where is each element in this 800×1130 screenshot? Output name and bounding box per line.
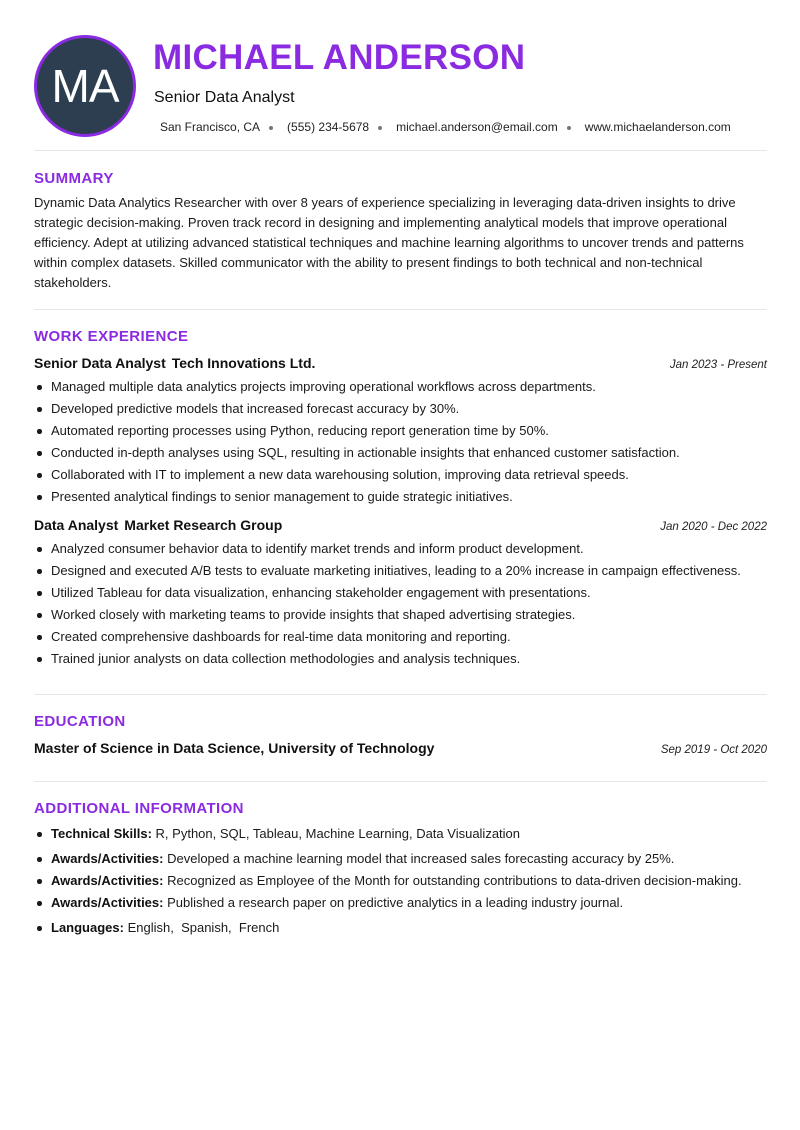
job-entry <box>34 355 767 508</box>
list-item: Trained junior analysts on data collection methodologies and analysis techniques. <box>34 648 767 670</box>
job-role: Data Analyst <box>34 517 119 533</box>
job-bullets <box>34 376 767 508</box>
avatar <box>34 35 136 137</box>
job-entry <box>34 517 767 670</box>
job-bullets <box>34 538 767 670</box>
item-text: English, Spanish, French <box>127 920 280 935</box>
section-heading-education: EDUCATION <box>34 713 126 730</box>
education-entry <box>34 740 767 756</box>
list-item <box>34 823 767 845</box>
list-item: Collaborated with IT to implement a new data warehousing solution, improving data retrieval speeds. <box>34 464 767 486</box>
list-item: Designed and executed A/B tests to evaluate marketing initiatives, leading to a 20% increase in campaign effectiveness. <box>34 560 767 582</box>
bullet-separator-icon <box>269 126 273 130</box>
list-item: Created comprehensive dashboards for real-time data monitoring and reporting. <box>34 626 767 648</box>
bullet-separator-icon <box>378 126 382 130</box>
list-item: Utilized Tableau for data visualization, enhancing stakeholder engagement with presentations. <box>34 582 767 604</box>
job-header <box>34 517 767 533</box>
additional-info-section <box>34 782 767 939</box>
item-text: Published a research paper on predictive analytics in a leading industry journal. <box>167 895 624 910</box>
list-item <box>34 848 767 870</box>
contact-location: San Francisco, CA <box>160 120 261 134</box>
summary-text: Dynamic Data Analytics Researcher with over 8 years of experience specializing in leveraging data-driven insights to drive strategic decision-making. Proven track record in designing and implementing analytical models that improve operational efficiency. Adept at utilizing advanced statistical techniques and machine learning algorithms to uncover trends and patterns within complex datasets. Skilled communicator with the ability to present findings to both technical and non-technical stakeholders. <box>34 195 744 290</box>
section-heading-summary: SUMMARY <box>34 170 114 187</box>
job-dates: Jan 2020 - Dec 2022 <box>660 521 767 533</box>
education-dates: Sep 2019 - Oct 2020 <box>660 744 767 756</box>
job-role: Senior Data Analyst <box>34 355 166 371</box>
item-text: Developed a machine learning model that increased sales forecasting accuracy by 25%. <box>167 851 675 866</box>
item-label: Awards/Activities: <box>51 873 164 888</box>
contact-website[interactable]: www.michaelanderson.com <box>584 120 731 134</box>
candidate-name: MICHAEL ANDERSON <box>153 38 526 77</box>
job-company: Tech Innovations Ltd. <box>171 355 316 371</box>
job-title-line <box>34 355 315 371</box>
list-item: Presented analytical findings to senior management to guide strategic initiatives. <box>34 486 767 508</box>
bullet-separator-icon <box>567 126 571 130</box>
item-label: Technical Skills: <box>51 826 152 841</box>
job-company: Market Research Group <box>124 517 283 533</box>
avatar-initials: MA <box>51 60 119 112</box>
resume-page <box>34 0 767 939</box>
candidate-title: Senior Data Analyst <box>154 89 295 106</box>
list-item: Developed predictive models that increased forecast accuracy by 30%. <box>34 398 767 420</box>
list-item: Automated reporting processes using Python, reducing report generation time by 50%. <box>34 420 767 442</box>
item-label: Languages: <box>51 920 124 935</box>
contact-line <box>160 120 731 134</box>
list-item <box>34 917 767 939</box>
section-heading-experience: WORK EXPERIENCE <box>34 328 189 345</box>
item-text: Recognized as Employee of the Month for outstanding contributions to data-driven decision-making. <box>167 873 742 888</box>
item-label: Awards/Activities: <box>51 895 164 910</box>
work-experience-section <box>34 310 767 695</box>
list-item: Managed multiple data analytics projects improving operational workflows across departments. <box>34 376 767 398</box>
list-item: Conducted in-depth analyses using SQL, resulting in actionable insights that enhanced customer satisfaction. <box>34 442 767 464</box>
list-item: Worked closely with marketing teams to provide insights that shaped advertising strategies. <box>34 604 767 626</box>
contact-email[interactable]: michael.anderson@email.com <box>396 120 558 134</box>
education-section <box>34 695 767 782</box>
list-item: Analyzed consumer behavior data to identify market trends and inform product development. <box>34 538 767 560</box>
list-item <box>34 892 767 914</box>
list-item <box>34 870 767 892</box>
additional-info-list <box>34 823 767 939</box>
item-label: Awards/Activities: <box>51 851 164 866</box>
resume-header <box>34 0 767 151</box>
section-heading-additional: ADDITIONAL INFORMATION <box>34 800 244 817</box>
contact-phone: (555) 234-5678 <box>287 120 370 134</box>
job-header <box>34 355 767 371</box>
item-text: R, Python, SQL, Tableau, Machine Learning, Data Visualization <box>155 826 521 841</box>
job-title-line <box>34 517 282 533</box>
education-degree: Master of Science in Data Science, University of Technology <box>34 740 435 756</box>
summary-section <box>34 151 767 310</box>
job-dates: Jan 2023 - Present <box>669 359 767 371</box>
